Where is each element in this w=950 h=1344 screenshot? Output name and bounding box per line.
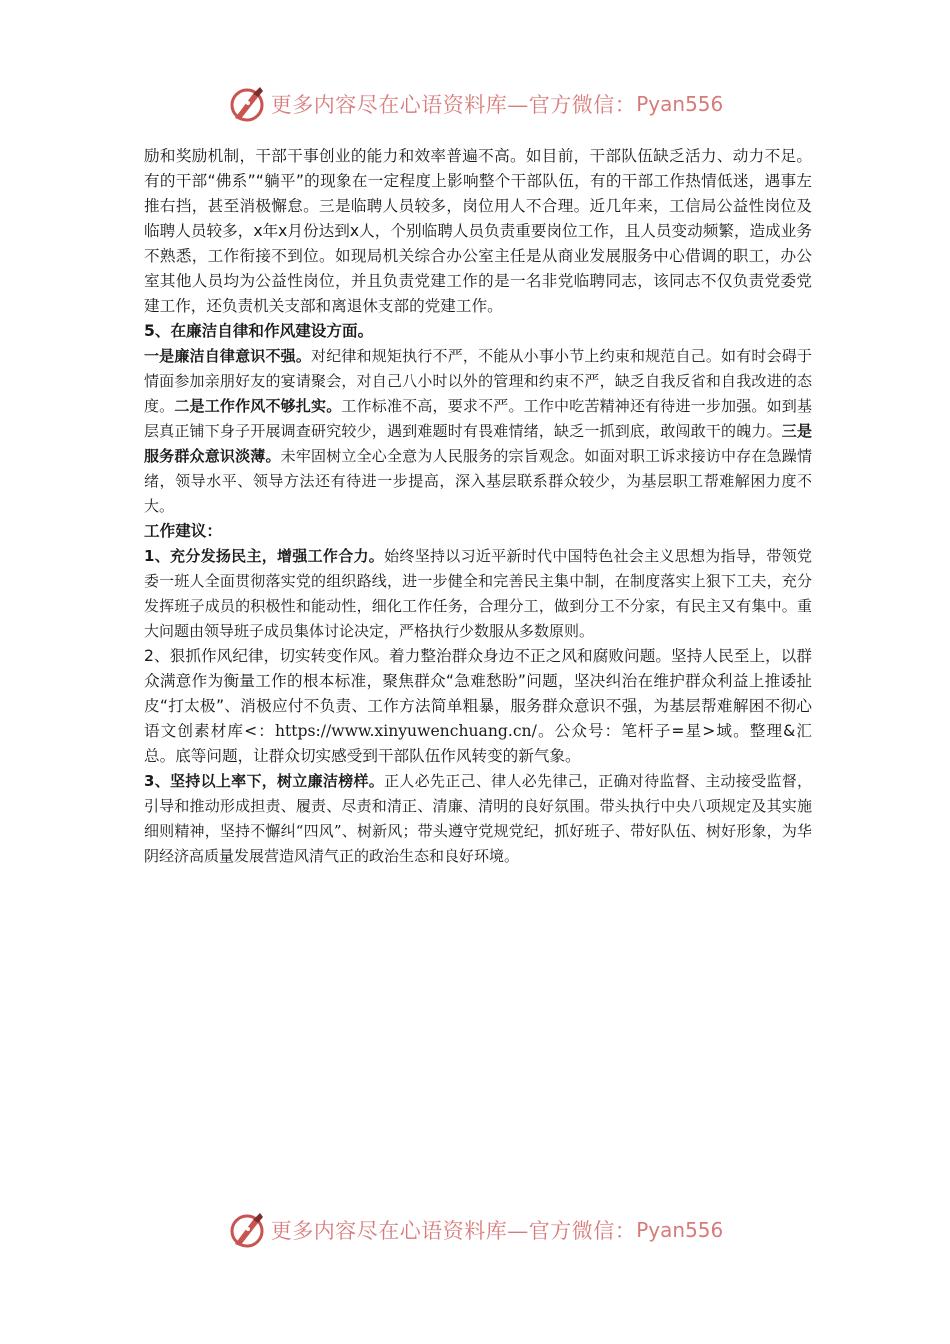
point-2-title: 二是工作作风不够扎实。 [174, 397, 342, 415]
document-body [144, 144, 812, 869]
section-heading-suggestions: 工作建议： [144, 522, 222, 540]
paragraph-cadre-incentive: 励和奖励机制，干部干事创业的能力和效率普遍不高。如目前，干部队伍缺乏活力、动力不足。有的干部“佛系”“躺平”的现象在一定程度上影响整个干部队伍，有的干部工作热情低迷，遇事左推右挡，甚至消极懈怠。三是临聘人员较多，岗位用人不合理。近几年来，工信局公益性岗位及临聘人员较多，x年x月份达到x人，个别临聘人员负责重要岗位工作，且人员变动频繁，造成业务不熟悉，工作衔接不到位。如现局机关综合办公室主任是从商业发展服务中心借调的职工，办公室其他人员均为公益性岗位，并且负责党建工作的是一名非党临聘同志，该同志不仅负责党委党建工作，还负责机关支部和离退休支部的党建工作。 [144, 147, 812, 315]
section-heading-5: 5、在廉洁自律和作风建设方面。 [144, 322, 374, 340]
pen-logo-icon [227, 84, 267, 124]
paragraph-suggestion-2 [144, 644, 812, 769]
footer-watermark [0, 1208, 950, 1252]
watermark-wechat-id: Pyan556 [636, 92, 724, 116]
suggestion-1-title: 1、充分发扬民主，增强工作合力。 [144, 547, 385, 565]
point-3-text: 未牢固树立全心全意为人民服务的宗旨观念。如面对职工诉求接访中存在急躁情绪，领导水平、领导方法还有待进一步提高，深入基层联系群众较少，为基层职工帮难解困力度不大。 [144, 447, 812, 515]
suggestion-2-url: https://www.xinyuwenchuang.cn/ [274, 722, 537, 740]
header-watermark [0, 82, 950, 126]
suggestion-2-text: 2、狠抓作风纪律，切实转变作风。着力整治群众身边不正之风和腐败问题。坚持人民至上，以群众满意作为衡量工作的根本标准，聚焦群众“急难愁盼”问题，坚决纠治在维护群众利益上推诿扯皮“打太极”、消极应付不负责、工作方法简单粗暴，服务群众意识不强，为基层帮难解困不彻心语文创素材库<： [144, 647, 812, 740]
point-3-title: 三是服务群众意识淡薄。 [144, 422, 812, 465]
suggestion-3-title: 3、坚持以上率下，树立廉洁榜样。 [144, 772, 385, 790]
suggestion-2-text-end: 。公众号：笔杆子=星>域。整理&汇总。底等问题，让群众切实感受到干部队伍作风转变的新气象。 [144, 722, 812, 765]
paragraph-suggestion-3 [144, 769, 812, 869]
suggestion-3-text: 正人必先正己、律人必先律己，正确对待监督、主动接受监督，引导和推动形成担责、履责、尽责和清正、清廉、清明的良好氛围。带头执行中央八项规定及其实施细则精神，坚持不懈纠“四风”、树新风；带头遵守党规党纪，抓好班子、带好队伍、树好形象，为华阴经济高质量发展营造风清气正的政治生态和良好环境。 [144, 772, 812, 865]
point-2-text: 工作标准不高，要求不严。工作中吃苦精神还有待进一步加强。如到基层真正铺下身子开展调查研究较少，遇到难题时有畏难情绪，缺乏一抓到底，敢闯敢干的魄力。 [144, 397, 812, 440]
point-1-title: 一是廉洁自律意识不强。 [144, 347, 312, 365]
paragraph-integrity [144, 344, 812, 519]
watermark-text: 更多内容尽在心语资料库—官方微信： [270, 1219, 637, 1243]
watermark-wechat-id: Pyan556 [636, 1218, 724, 1242]
paragraph-suggestion-1 [144, 544, 812, 644]
point-1-text: 对纪律和规矩执行不严，不能从小事小节上约束和规范自己。如有时会碍于情面参加亲朋好友的宴请聚会，对自己八小时以外的管理和约束不严，缺乏自我反省和自我改进的态度。 [144, 347, 812, 415]
suggestion-1-text: 始终坚持以习近平新时代中国特色社会主义思想为指导，带领党委一班人全面贯彻落实党的组织路线，进一步健全和完善民主集中制，在制度落实上狠下工夫，充分发挥班子成员的积极性和能动性，细化工作任务，合理分工，做到分工不分家，有民主又有集中。重大问题由领导班子成员集体讨论决定，严格执行少数服从多数原则。 [144, 547, 812, 640]
watermark-text: 更多内容尽在心语资料库—官方微信： [270, 93, 637, 117]
pen-logo-icon [227, 1210, 267, 1250]
